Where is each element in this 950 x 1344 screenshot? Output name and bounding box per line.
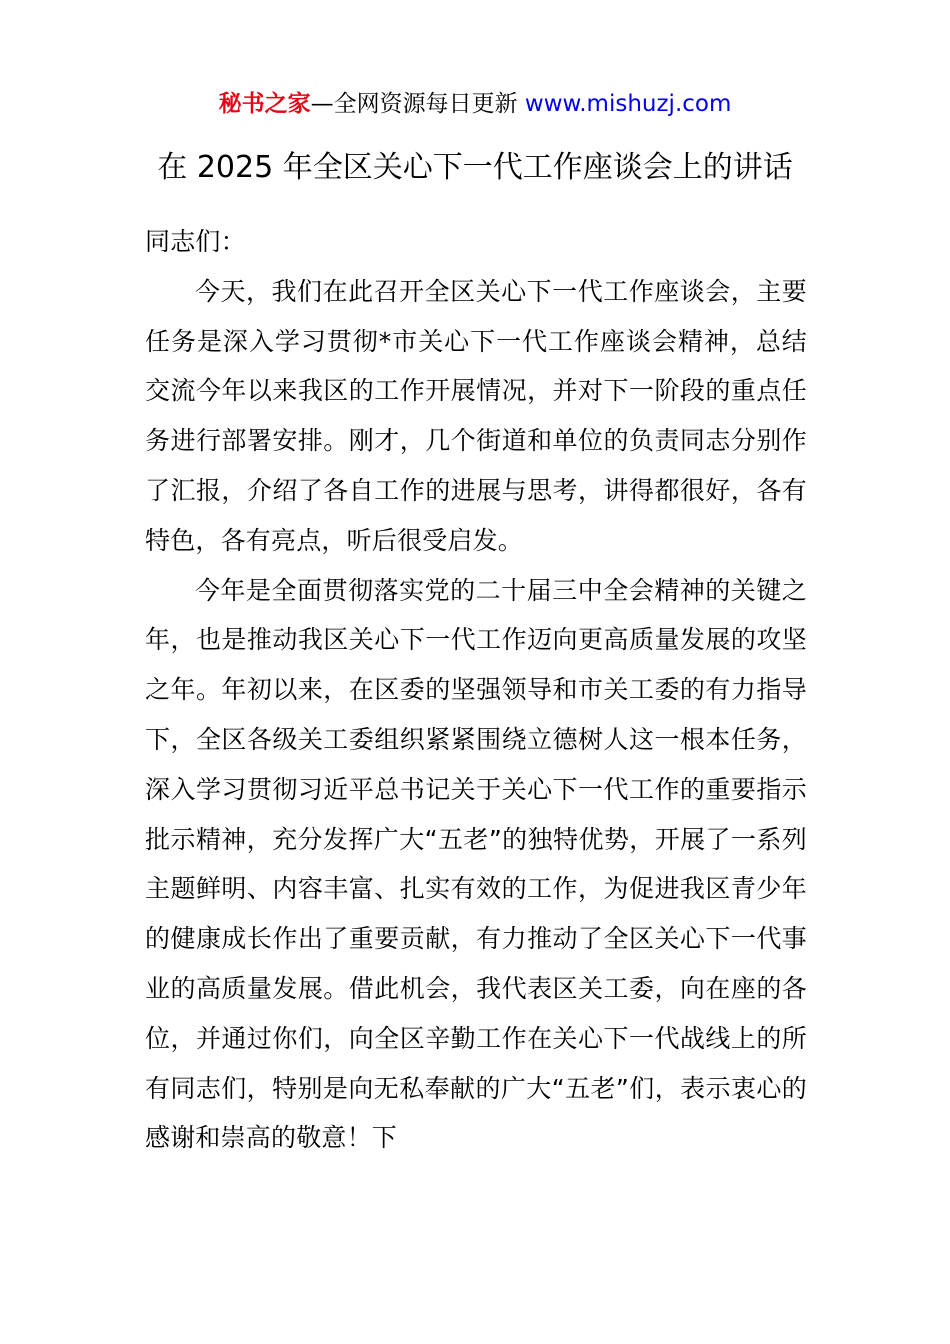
paragraph-1: 今天，我们在此召开全区关心下一代工作座谈会，主要任务是深入学习贯彻*市关心下一代工作座谈会精神，总结交流今年以来我区的工作开展情况，并对下一阶段的重点任务进行部署安排。刚才，几个街道和单位的负责同志分别作了汇报，介绍了各自工作的进展与思考，讲得都很好，各有特色，各有亮点，听后很受启发。 xyxy=(145,276,807,555)
document-title: 在 2025 年全区关心下一代工作座谈会上的讲话 xyxy=(157,150,793,185)
page-header xyxy=(0,86,950,122)
header-slogan: —全网资源每日更新 xyxy=(310,91,518,117)
paragraph-2: 今年是全面贯彻落实党的二十届三中全会精神的关键之年，也是推动我区关心下一代工作迈向更高质量发展的攻坚之年。年初以来，在区委的坚强领导和市关工委的有力指导下，全区各级关工委组织紧紧围绕立德树人这一根本任务，深入学习贯彻习近平总书记关于关心下一代工作的重要指示批示精神，充分发挥广大“五老”的独特优势，开展了一系列主题鲜明、内容丰富、扎实有效的工作，为促进我区青少年的健康成长作出了重要贡献，有力推动了全区关心下一代事业的高质量发展。借此机会，我代表区关工委，向在座的各位，并通过你们，向全区辛勤工作在关心下一代战线上的所有同志们，特别是向无私奉献的广大“五老”们，表示衷心的感谢和崇高的敬意！下 xyxy=(145,575,807,1153)
document-body xyxy=(145,217,807,1163)
website-link[interactable]: www.mishuzj.com xyxy=(524,91,732,117)
salutation: 同志们： xyxy=(145,227,246,256)
brand-name: 秘书之家 xyxy=(218,91,311,117)
